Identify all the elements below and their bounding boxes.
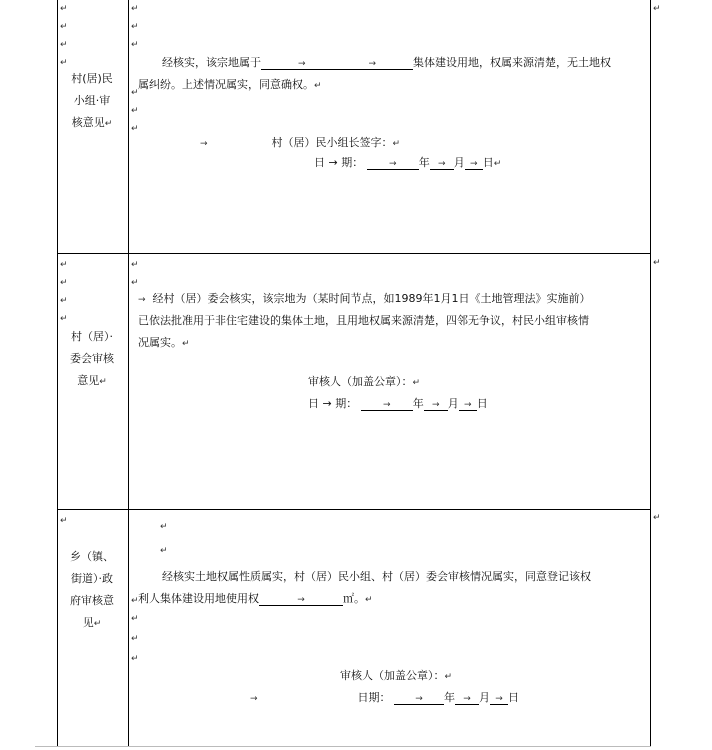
arrow-mark: →	[382, 400, 391, 410]
day-label: 日	[508, 691, 520, 704]
day-label: 日	[476, 397, 488, 410]
statement-text: 经核实，该宗地属于	[162, 56, 261, 69]
arrow-mark: →	[437, 159, 446, 169]
row-label	[55, 68, 129, 134]
paragraph-mark: ↵	[653, 258, 661, 268]
arrow-mark: →	[469, 159, 478, 169]
row-label-line: 街道）·政	[71, 572, 113, 585]
arrow-mark: →	[200, 139, 208, 149]
paragraph-mark: ↵	[444, 672, 453, 682]
paragraph-mark: ↵	[653, 513, 661, 523]
paragraph-mark: ↵	[131, 260, 139, 270]
day-blank	[459, 397, 477, 411]
row-label-line: 委会审核	[70, 352, 114, 365]
paragraph-mark: ↵	[131, 596, 139, 606]
paragraph-mark: ↵	[104, 119, 113, 129]
signature-label: 村（居）民小组长签字：	[271, 136, 393, 149]
paragraph-mark: ↵	[131, 40, 139, 50]
arrow-mark: →	[297, 59, 306, 69]
year-blank	[394, 691, 444, 705]
row-label-line: 村(居)民	[71, 72, 113, 85]
paragraph-mark: ↵	[392, 139, 401, 149]
paragraph-mark: ↵	[60, 40, 68, 50]
month-label: 月	[447, 397, 459, 410]
table-right-border	[650, 0, 651, 747]
arrow-mark: →	[495, 694, 503, 704]
month-label: 月	[453, 156, 465, 169]
year-blank	[361, 397, 413, 411]
paragraph-mark: ↵	[60, 278, 68, 288]
statement-text: 属纠纷。上述情况属实，同意确权。	[138, 78, 314, 91]
statement-line: 已依法批准用于非住宅建设的集体土地，且用地权属来源清楚，四邻无争议，村民小组审核情	[138, 314, 589, 327]
paragraph-mark: ↵	[131, 88, 139, 98]
paragraph-mark: ↵	[653, 4, 661, 14]
paragraph-mark: ↵	[160, 522, 168, 532]
statement-line	[138, 588, 648, 610]
paragraph-mark: ↵	[365, 595, 373, 605]
township-statement	[138, 566, 648, 610]
date-label: 日期：	[357, 691, 391, 704]
paragraph-mark: ↵	[160, 546, 168, 556]
row-label-line	[55, 612, 129, 634]
arrow-mark: →	[431, 400, 440, 410]
arrow-mark: →	[388, 159, 397, 169]
month-blank	[430, 156, 454, 170]
paragraph-mark: ↵	[60, 296, 68, 306]
row-label-line: 乡（镇、	[70, 550, 114, 563]
date-line	[250, 687, 519, 709]
review-statement-line-1	[162, 52, 611, 74]
row-label-line: 小组·审	[73, 94, 111, 107]
row-label-line: 村（居）·	[71, 330, 113, 343]
area-blank	[259, 592, 343, 606]
date-label: 日 → 期：	[308, 397, 358, 410]
year-label: 年	[412, 397, 424, 410]
paragraph-mark: ↵	[60, 314, 68, 324]
arrow-mark: →	[250, 694, 258, 704]
committee-statement	[138, 288, 648, 354]
statement-line: 经核实土地权属性质属实，村（居）民小组、村（居）委会审核情况属实，同意登记该权	[162, 570, 591, 583]
arrow-mark: →	[368, 59, 377, 69]
arrow-mark: →	[463, 694, 471, 704]
paragraph-mark: ↵	[131, 4, 139, 14]
statement-text: 经村（居）委会核实，该宗地为（某时间节点，如1989年1月1日《土地管理法》实施前）	[152, 292, 591, 305]
reviewer-label: 审核人（加盖公章）：	[308, 375, 413, 388]
row-label-text: 见	[82, 616, 94, 629]
year-label: 年	[444, 691, 456, 704]
statement-text: 利人集体建设用地使用权	[138, 592, 259, 605]
date-label: 日 → 期：	[314, 156, 364, 169]
table-bottom-border	[35, 746, 651, 747]
statement-text: ㎡。	[343, 592, 365, 605]
arrow-mark: →	[463, 400, 472, 410]
statement-line	[138, 288, 648, 310]
month-label: 月	[479, 691, 491, 704]
date-line	[308, 393, 488, 415]
row-label-line: 府审核意	[70, 594, 114, 607]
arrow-mark: →	[415, 694, 423, 704]
paragraph-mark: ↵	[131, 278, 139, 288]
land-type-blank	[261, 56, 413, 70]
paragraph-mark: ↵	[131, 22, 139, 32]
paragraph-mark: ↵	[60, 22, 68, 32]
row-label-text: 意见	[77, 374, 100, 387]
paragraph-mark: ↵	[412, 378, 421, 388]
arrow-mark: →	[297, 595, 305, 605]
day-label: 日	[482, 156, 494, 169]
row-divider-1	[57, 253, 651, 254]
row-label	[55, 546, 129, 634]
date-line	[314, 152, 501, 174]
month-blank	[455, 691, 479, 705]
row-divider-2	[57, 509, 651, 510]
paragraph-mark: ↵	[131, 106, 139, 116]
statement-line	[138, 332, 648, 354]
paragraph-mark: ↵	[182, 339, 190, 349]
reviewer-label: 审核人（加盖公章）：	[340, 669, 445, 682]
paragraph-mark: ↵	[131, 614, 139, 624]
paragraph-mark: ↵	[93, 619, 102, 629]
arrow-mark: →	[138, 295, 146, 305]
year-label: 年	[418, 156, 430, 169]
row-label-text: 核意见	[71, 116, 105, 129]
paragraph-mark: ↵	[60, 58, 68, 68]
row-label-line	[55, 112, 129, 134]
paragraph-mark: ↵	[60, 516, 68, 526]
signature-line	[200, 132, 400, 154]
row-label	[55, 326, 129, 392]
year-blank	[367, 156, 419, 170]
paragraph-mark: ↵	[131, 654, 139, 664]
paragraph-mark: ↵	[314, 81, 322, 91]
reviewer-line	[308, 371, 420, 393]
statement-text: 集体建设用地，权属来源清楚，无土地权	[413, 56, 611, 69]
paragraph-mark: ↵	[493, 159, 502, 169]
statement-text: 况属实。	[138, 336, 182, 349]
day-blank	[490, 691, 508, 705]
paragraph-mark: ↵	[131, 634, 139, 644]
paragraph-mark: ↵	[60, 260, 68, 270]
paragraph-mark: ↵	[131, 124, 139, 134]
month-blank	[424, 397, 448, 411]
row-label-line	[55, 370, 129, 392]
paragraph-mark: ↵	[60, 4, 68, 14]
day-blank	[465, 156, 483, 170]
review-statement-line-2	[138, 74, 322, 96]
paragraph-mark: ↵	[99, 377, 107, 387]
reviewer-line	[340, 665, 452, 687]
